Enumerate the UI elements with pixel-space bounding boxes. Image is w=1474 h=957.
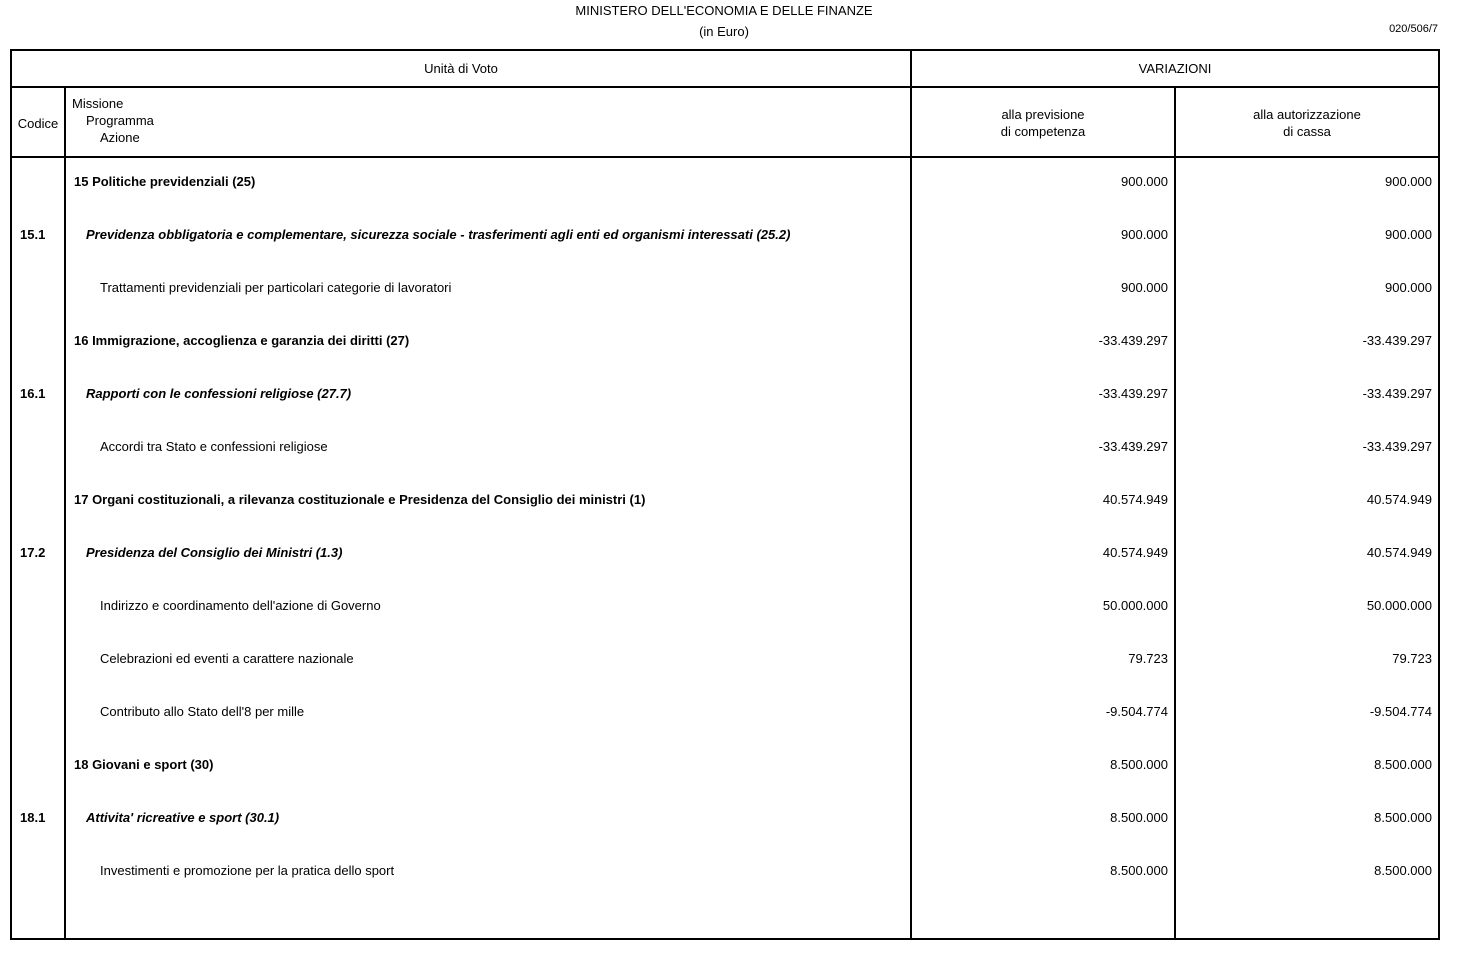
- table-row: [12, 331, 1438, 351]
- row-autorizzazione-cassa: 900.000: [1385, 174, 1432, 189]
- row-autorizzazione-cassa: -33.439.297: [1362, 439, 1432, 454]
- header-unita-di-voto: Unità di Voto: [424, 61, 498, 76]
- row-autorizzazione-cassa: 40.574.949: [1366, 492, 1432, 507]
- row-previsione-competenza: -33.439.297: [1098, 439, 1168, 454]
- header-missione: Missione: [72, 96, 124, 111]
- row-code: 18.1: [20, 810, 46, 825]
- row-previsione-competenza: 8.500.000: [1110, 810, 1168, 825]
- currency-unit: (in Euro): [699, 24, 749, 39]
- row-code: 15.1: [20, 227, 46, 242]
- row-previsione-competenza: 79.723: [1128, 651, 1168, 666]
- row-autorizzazione-cassa: 8.500.000: [1374, 863, 1432, 878]
- header-programma: Programma: [86, 113, 154, 128]
- header-cassa-line1: alla autorizzazione: [1253, 107, 1361, 122]
- row-description: Celebrazioni ed eventi a carattere nazionale: [100, 651, 354, 666]
- header-previsione-line1: alla previsione: [1001, 107, 1085, 122]
- table-row: [12, 596, 1438, 616]
- row-autorizzazione-cassa: -33.439.297: [1362, 333, 1432, 348]
- row-autorizzazione-cassa: -9.504.774: [1369, 704, 1432, 719]
- row-previsione-competenza: -9.504.774: [1105, 704, 1168, 719]
- header-codice-label: Codice: [17, 115, 59, 131]
- row-description: Attivita' ricreative e sport (30.1): [86, 810, 280, 825]
- row-autorizzazione-cassa: 40.574.949: [1366, 545, 1432, 560]
- row-description: 18 Giovani e sport (30): [74, 757, 214, 772]
- row-description: Rapporti con le confessioni religiose (27.7): [86, 386, 352, 401]
- table-row: [12, 490, 1438, 510]
- header-missione-programma-azione: [72, 95, 154, 146]
- row-description: Accordi tra Stato e confessioni religiose: [100, 439, 328, 454]
- row-description: 16 Immigrazione, accoglienza e garanzia dei diritti (27): [74, 333, 410, 348]
- row-previsione-competenza: 900.000: [1121, 174, 1168, 189]
- row-autorizzazione-cassa: 50.000.000: [1366, 598, 1432, 613]
- row-previsione-competenza: -33.439.297: [1098, 333, 1168, 348]
- header-codice: [12, 89, 64, 157]
- row-previsione-competenza: 40.574.949: [1102, 492, 1168, 507]
- table-row: [12, 543, 1438, 563]
- row-previsione-competenza: 50.000.000: [1102, 598, 1168, 613]
- table-row: [12, 278, 1438, 298]
- table-row: [12, 225, 1438, 245]
- row-code: 17.2: [20, 545, 46, 560]
- table-row: [12, 808, 1438, 828]
- header-autorizzazione-cassa: [1176, 89, 1438, 157]
- row-description: Trattamenti previdenziali per particolari categorie di lavoratori: [100, 280, 452, 295]
- table-row: [12, 172, 1438, 192]
- row-previsione-competenza: 900.000: [1121, 227, 1168, 242]
- table-row: [12, 861, 1438, 881]
- row-autorizzazione-cassa: -33.439.297: [1362, 386, 1432, 401]
- header-cassa-line2: di cassa: [1283, 124, 1331, 139]
- row-previsione-competenza: -33.439.297: [1098, 386, 1168, 401]
- table-row: [12, 384, 1438, 404]
- row-previsione-competenza: 8.500.000: [1110, 863, 1168, 878]
- ministry-title: MINISTERO DELL'ECONOMIA E DELLE FINANZE: [575, 3, 873, 18]
- header-variazioni: VARIAZIONI: [1138, 61, 1212, 76]
- row-autorizzazione-cassa: 900.000: [1385, 227, 1432, 242]
- header-previsione-line2: di competenza: [1000, 124, 1086, 139]
- table-row: [12, 649, 1438, 669]
- row-description: Indirizzo e coordinamento dell'azione di Governo: [100, 598, 381, 613]
- header-azione: Azione: [100, 130, 140, 145]
- row-previsione-competenza: 900.000: [1121, 280, 1168, 295]
- table-row: [12, 437, 1438, 457]
- document-number: 020/506/7: [1389, 23, 1438, 35]
- row-code: 16.1: [20, 386, 46, 401]
- row-description: Contributo allo Stato dell'8 per mille: [100, 704, 305, 719]
- row-autorizzazione-cassa: 8.500.000: [1374, 810, 1432, 825]
- row-description: Presidenza del Consiglio dei Ministri (1.3): [86, 545, 343, 560]
- row-previsione-competenza: 40.574.949: [1102, 545, 1168, 560]
- row-description: Investimenti e promozione per la pratica dello sport: [100, 863, 395, 878]
- table-row: [12, 702, 1438, 722]
- row-previsione-competenza: 8.500.000: [1110, 757, 1168, 772]
- row-autorizzazione-cassa: 900.000: [1385, 280, 1432, 295]
- row-description: 15 Politiche previdenziali (25): [74, 174, 256, 189]
- table-row: [12, 755, 1438, 775]
- row-description: 17 Organi costituzionali, a rilevanza costituzionale e Presidenza del Consiglio dei ministri (1): [74, 492, 646, 507]
- row-autorizzazione-cassa: 79.723: [1392, 651, 1432, 666]
- row-autorizzazione-cassa: 8.500.000: [1374, 757, 1432, 772]
- header-previsione-competenza: [912, 89, 1174, 157]
- budget-table: [10, 49, 1440, 940]
- row-description: Previdenza obbligatoria e complementare, sicurezza sociale - trasferimenti agli enti ed organismi interessati (25.2): [86, 227, 791, 242]
